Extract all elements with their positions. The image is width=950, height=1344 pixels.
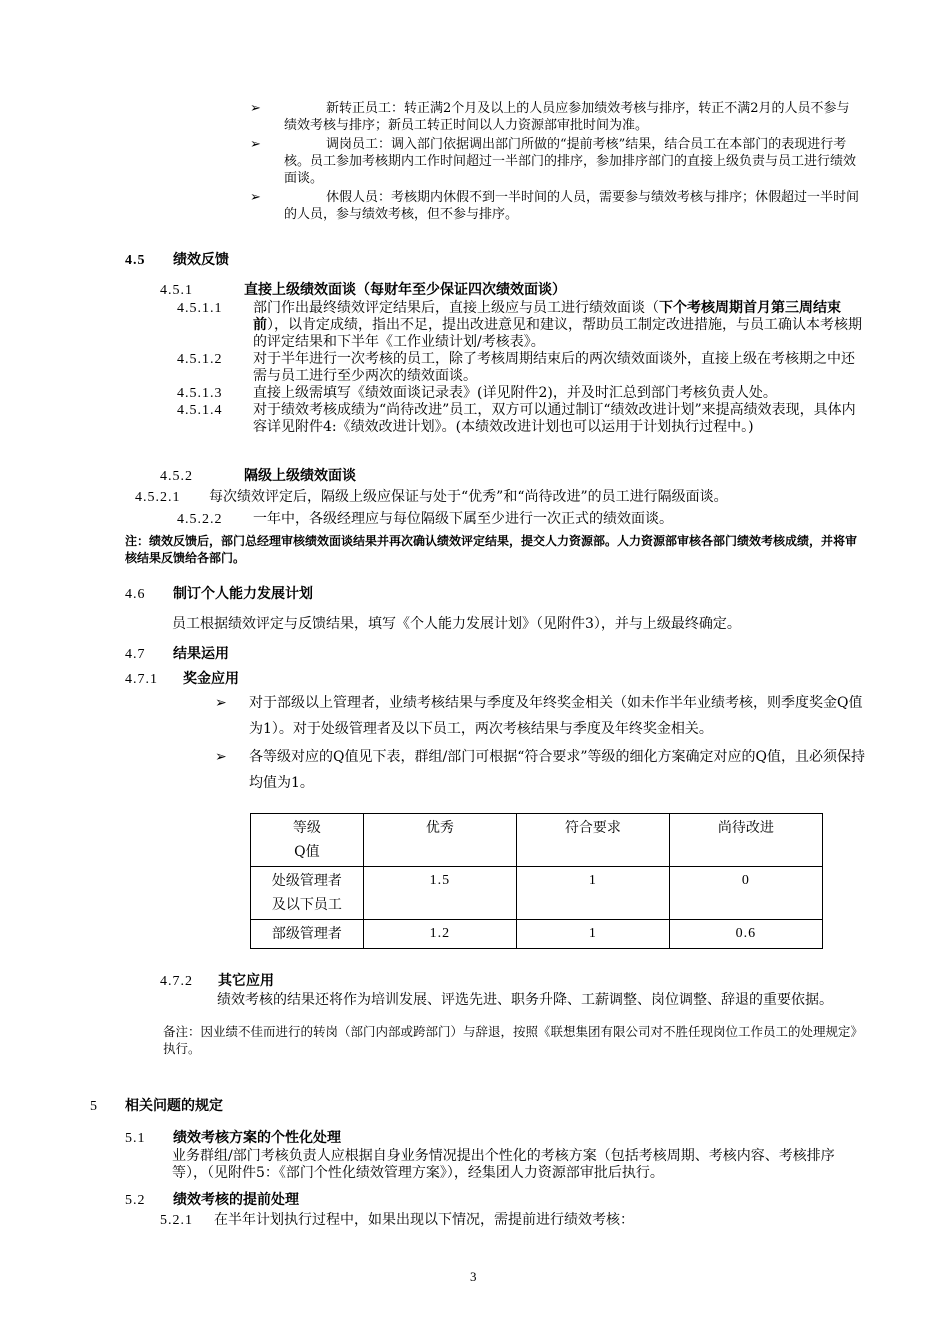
- table-row: [251, 867, 823, 920]
- table-row: [251, 814, 823, 867]
- table-row-label: 部级管理者: [251, 920, 364, 949]
- text-5-1: 业务群组/部门考核负责人应根据自身业务情况提出个性化的考核方案（包括考核周期、考核内容、考核排序等），（见附件5：《部门个性化绩效管理方案》），经集团人力资源部审批后执行。: [172, 1148, 835, 1181]
- arrow-bullet-icon: ➢: [250, 101, 261, 116]
- table-cell: 1: [516, 867, 669, 920]
- heading-5-1: 5.1 绩效考核方案的个性化处理: [125, 1130, 341, 1146]
- list-item: ➢ 休假人员：考核期内休假不到一半时间的人员，需要参与绩效考核与排序；休假超过一半时间的人员，参与绩效考核，但不参与排序。: [250, 190, 860, 222]
- table-cell: 1.2: [363, 920, 516, 949]
- table-header-cell: 尚待改进: [669, 814, 822, 867]
- heading-4-5-1: 4.5.1 直接上级绩效面谈（每财年至少保证四次绩效面谈）: [160, 282, 566, 298]
- heading-4-5-2: 4.5.2 隔级上级绩效面谈: [160, 468, 356, 484]
- heading-4-7: 4.7 结果运用: [125, 646, 229, 662]
- list-item: ➢ 新转正员工：转正满2个月及以上的人员应参加绩效考核与排序，转正不满2月的人员不参与绩效考核与排序；新员工转正时间以人力资源部审批时间为准。: [250, 101, 850, 133]
- clause-4-5-2-2: 4.5.2.2 一年中，各级经理应与每位隔级下属至少进行一次正式的绩效面谈。: [177, 511, 673, 527]
- table-row-label: 处级管理者 及以下员工: [251, 867, 364, 920]
- bullet-list-4-7-1: [215, 690, 865, 796]
- heading-5-2: 5.2 绩效考核的提前处理: [125, 1192, 299, 1208]
- table-cell: 0.6: [669, 920, 822, 949]
- table-row: [251, 920, 823, 949]
- table-header-cell: 优秀: [363, 814, 516, 867]
- heading-4-7-1: 4.7.1 奖金应用: [125, 671, 239, 687]
- text-4-7-2: 绩效考核的结果还将作为培训发展、评选先进、职务升降、工薪调整、岗位调整、辞退的重要依据。: [217, 992, 833, 1008]
- clause-4-5-1-4: 4.5.1.4 对于绩效考核成绩为“尚待改进”员工，双方可以通过制订“绩效改进计划”来提高绩效表现，具体内容详见附件4:《绩效改进计划》。(本绩效改进计划也可以运用于计划执行过程中。): [177, 402, 856, 435]
- note-4-5: 注：绩效反馈后，部门总经理审核绩效面谈结果并再次确认绩效评定结果，提交人力资源部。人力资源部审核各部门绩效考核成绩，并将审核结果反馈给各部门。: [125, 534, 858, 565]
- arrow-bullet-icon: ➢: [215, 749, 227, 765]
- table-cell: 1: [516, 920, 669, 949]
- heading-4-5: 4.5 绩效反馈: [125, 252, 229, 268]
- heading-4-6: 4.6 制订个人能力发展计划: [125, 586, 313, 602]
- table-header-cell: 等级 Q值: [251, 814, 364, 867]
- heading-5: 5 相关问题的规定: [90, 1098, 223, 1114]
- bullet-list-4-4: [250, 100, 860, 223]
- arrow-bullet-icon: ➢: [215, 695, 227, 711]
- table-cell: 1.5: [363, 867, 516, 920]
- text-4-6: 员工根据绩效评定与反馈结果，填写《个人能力发展计划》（见附件3），并与上级最终确定。: [172, 616, 741, 632]
- arrow-bullet-icon: ➢: [250, 137, 261, 152]
- clause-4-5-1-2: 4.5.1.2 对于半年进行一次考核的员工，除了考核周期结束后的两次绩效面谈外，直接上级在考核期之中还需与员工进行至少两次的绩效面谈。: [177, 351, 855, 384]
- heading-4-7-2: 4.7.2 其它应用: [160, 973, 274, 989]
- clause-4-5-1-3: 4.5.1.3 直接上级需填写《绩效面谈记录表》(详见附件2)，并及时汇总到部门考核负责人处。: [177, 385, 777, 401]
- clause-5-2-1: 5.2.1 在半年计划执行过程中，如果出现以下情况，需提前进行绩效考核：: [160, 1212, 634, 1228]
- list-item: ➢ 调岗员工：调入部门依据调出部门所做的“提前考核”结果，结合员工在本部门的表现进行考核。员工参加考核期内工作时间超过一半部门的排序，参加排序部门的直接上级负责与员工进行绩效面谈。: [250, 137, 857, 186]
- q-value-table: [250, 813, 823, 949]
- table-header-cell: 符合要求: [516, 814, 669, 867]
- clause-4-5-2-1: 4.5.2.1 每次绩效评定后，隔级上级应保证与处于“优秀”和“尚待改进”的员工进行隔级面谈。: [135, 489, 728, 505]
- note-4-7: 备注：因业绩不佳而进行的转岗（部门内部或跨部门）与辞退，按照《联想集团有限公司对不胜任现岗位工作员工的处理规定》执行。: [163, 1024, 864, 1056]
- table-cell: 0: [669, 867, 822, 920]
- clause-4-5-1-1: 4.5.1.1 部门作出最终绩效评定结果后，直接上级应与员工进行绩效面谈（下个考核周期首月第三周结束前），以肯定成绩，指出不足，提出改进意见和建议，帮助员工制定改进措施，与员工确认本考核期的评定结果和下半年《工作业绩计划/考核表》。: [177, 300, 862, 350]
- list-item: ➢ 对于部级以上管理者，业绩考核结果与季度及年终奖金相关（如未作半年业绩考核，则季度奖金Q值为1）。对于处级管理者及以下员工，两次考核结果与季度及年终奖金相关。: [215, 690, 865, 742]
- arrow-bullet-icon: ➢: [250, 190, 261, 205]
- list-item: ➢ 各等级对应的Q值见下表，群组/部门可根据“符合要求”等级的细化方案确定对应的Q值，且必须保持均值为1。: [215, 744, 865, 796]
- page-number: 3: [470, 1269, 477, 1284]
